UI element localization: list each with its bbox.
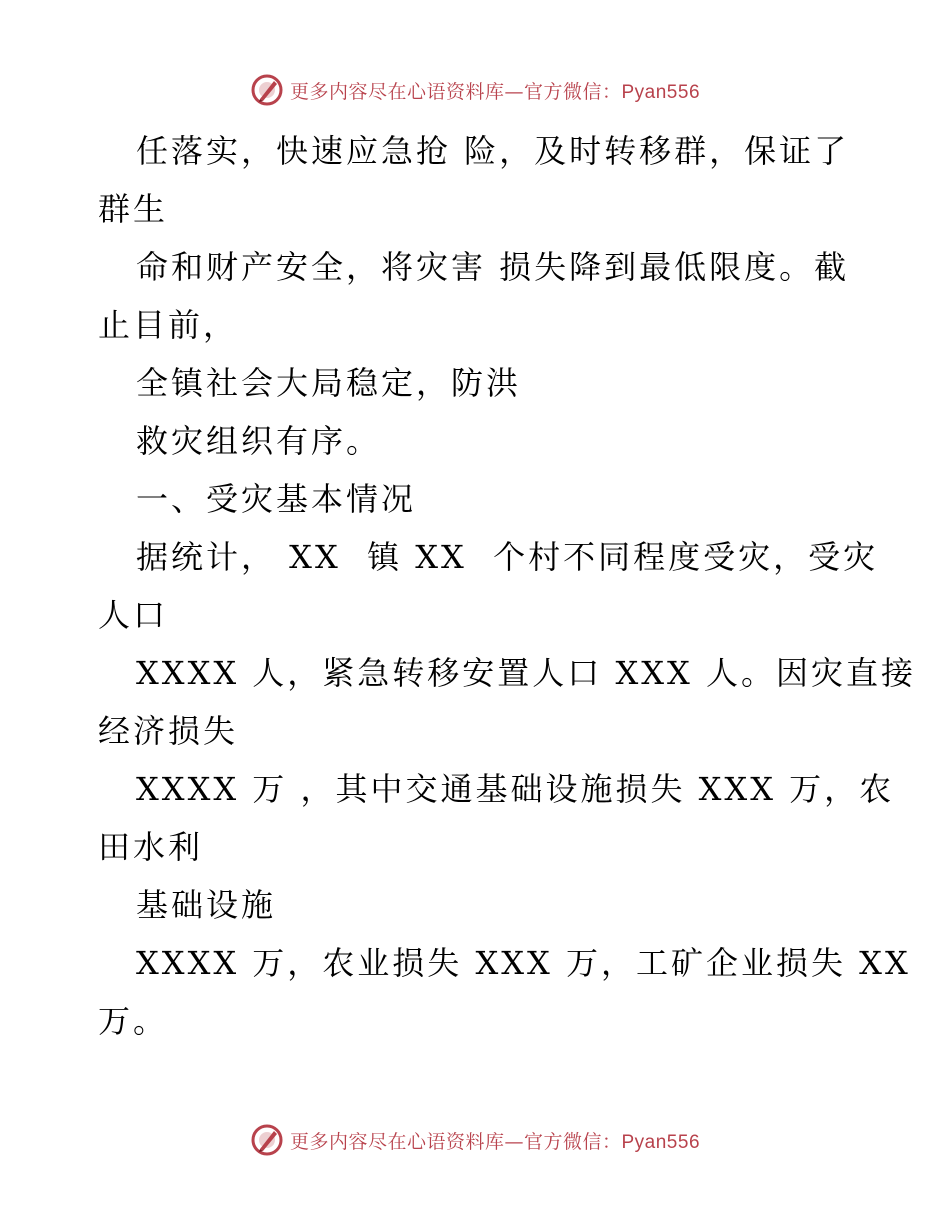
text-line — [98, 412, 858, 470]
banner-prefix: 更多内容尽在心语资料库—官方微信： — [289, 80, 622, 103]
text-line — [98, 702, 858, 760]
text-line — [98, 180, 858, 238]
text-line — [98, 470, 858, 528]
text-line — [98, 760, 895, 818]
banner-handle: Pyan556 — [621, 81, 701, 103]
text-line-content: 一、受灾基本情况 — [136, 480, 417, 518]
text-line-content: 止目前， — [98, 306, 239, 344]
text-line-content: 群生 — [98, 190, 169, 228]
text-line — [98, 644, 916, 702]
text-line-content: 田水利 — [98, 828, 204, 866]
text-line-content: 人口 — [98, 596, 169, 634]
text-line-content: 经济损失 — [98, 712, 239, 750]
text-line-content: 基础设施 — [136, 886, 277, 924]
text-line-content: XXXX 万 ，其中交通基础设施损失 XXX 万，农 — [136, 770, 895, 808]
pen-logo-icon — [250, 73, 284, 107]
text-line — [98, 992, 858, 1050]
text-line-content: 任落实，快速应急抢 险，及时转移群，保证了 — [136, 132, 850, 170]
text-line-content: 命和财产安全，将灾害 损失降到最低限度。截 — [136, 248, 850, 286]
text-line — [98, 586, 858, 644]
text-line-content: 全镇社会大局稳定，防洪 — [136, 364, 522, 402]
pen-logo-icon — [250, 1123, 284, 1157]
text-line — [98, 876, 858, 934]
text-line-content: XXXX 人，紧急转移安置人口 XXX 人。因灾直接 — [136, 654, 916, 692]
text-line — [98, 122, 858, 180]
text-line-content: XXXX 万，农业损失 XXX 万，工矿企业损失 XX — [136, 944, 911, 982]
text-line-content: 据统计， XX 镇 XX 个村不同程度受灾，受灾 — [136, 538, 879, 576]
text-line — [98, 238, 858, 296]
footer-banner — [0, 1120, 950, 1160]
banner-text — [290, 1127, 700, 1154]
document-body — [98, 122, 916, 1050]
header-banner — [0, 70, 950, 110]
text-line — [98, 818, 858, 876]
text-line — [98, 934, 911, 992]
text-line-content: 万。 — [98, 1002, 169, 1040]
banner-text — [290, 77, 700, 104]
text-line-content: 救灾组织有序。 — [136, 422, 382, 460]
text-line — [98, 354, 858, 412]
banner-prefix: 更多内容尽在心语资料库—官方微信： — [289, 1130, 622, 1153]
text-line — [98, 296, 858, 354]
banner-handle: Pyan556 — [621, 1131, 701, 1153]
text-line — [98, 528, 879, 586]
